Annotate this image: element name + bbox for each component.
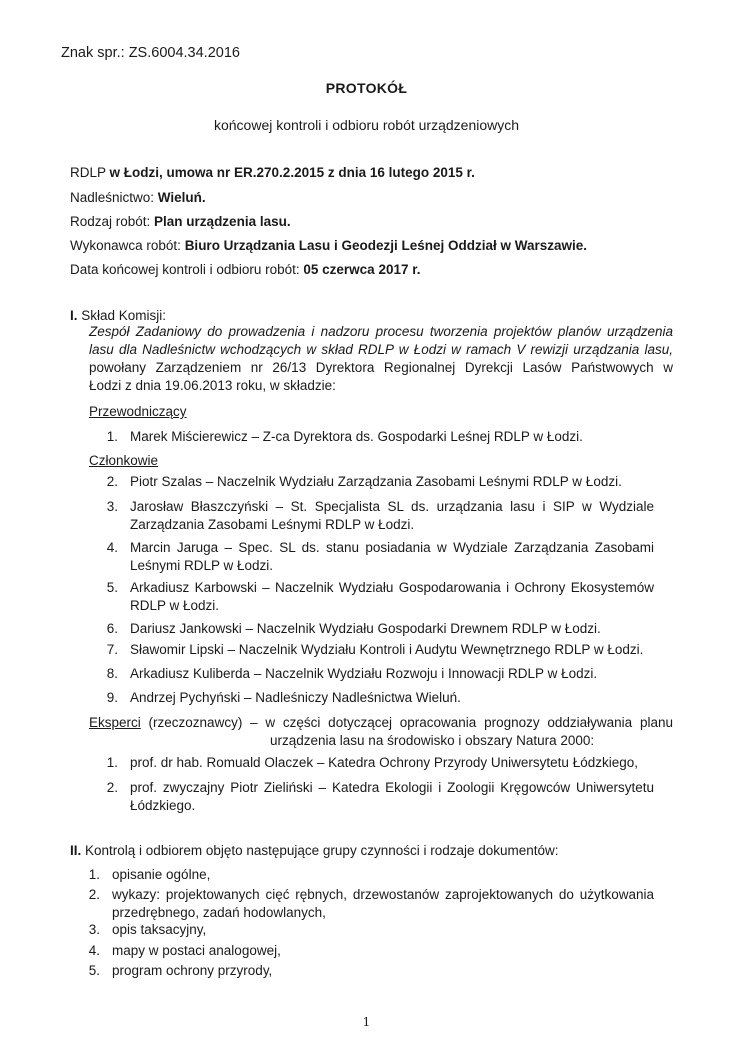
list-number: 4. [106,540,118,555]
info-contract-line [70,165,475,180]
info-forest-district-label: Nadleśnictwo: [70,190,158,205]
list-item-text [112,866,654,884]
list-number: 1. [106,429,118,444]
list-item-text [130,689,654,707]
info-contractor-label: Wykonawca robót: [70,238,185,253]
list-item-line: Marcin Jaruga – Spec. SL ds. stanu posiadania w Wydziale Zarządzania Zasobami [130,540,654,555]
list-number: 4. [88,943,100,958]
commission-intro-line: Zespół Zadaniowy do prowadzenia i nadzoru procesu tworzenia projektów planów urządzenia [89,324,673,339]
list-item-line: Leśnymi RDLP w Łodzi. [130,558,274,573]
list-item-text [112,942,654,960]
list-item-line: Łódzkiego. [130,798,196,813]
list-item-line: Dariusz Jankowski – Naczelnik Wydziału Gospodarki Drewnem RDLP w Łodzi. [130,621,601,636]
list-number: 8. [106,666,118,681]
info-forest-district-value: Wieluń. [157,190,206,205]
commission-intro-line: lasu dla Nadleśnictw wchodzących w skład RDLP w Łodzi w ramach V rewizji urządzania lasu, [89,342,673,357]
list-item-line: opisanie ogólne, [112,867,211,882]
list-item-text [112,921,654,939]
info-contract-value: w Łodzi, umowa nr ER.270.2.2015 z dnia 16 lutego 2015 r. [109,165,475,180]
commission-intro [89,323,673,395]
commission-intro-line: Łodzi z dnia 19.06.2013 roku, w składzie: [89,378,336,393]
list-number: 9. [106,690,118,705]
info-forest-district-line [70,190,206,205]
info-date-label: Data końcowej kontroli i odbioru robót: [70,262,304,277]
list-number: 2. [106,780,118,795]
list-item-line: Andrzej Pychyński – Nadleśniczy Nadleśnictwa Wieluń. [130,690,461,705]
list-number: 5. [88,963,100,978]
experts-intro-line: (rzeczoznawcy) – w części dotyczącej opracowania prognozy oddziaływania planu [140,715,673,730]
commission-intro-line: powołany Zarządzeniem nr 26/13 Dyrektora Regionalnej Dyrekcji Lasów Państwowych w [89,360,673,375]
list-number: 3. [88,922,100,937]
list-item-line: Jarosław Błaszczyński – St. Specjalista SL ds. urządzania lasu i SIP w Wydziale [130,499,654,514]
info-work-type-line [70,214,291,229]
list-item-line: Piotr Szalas – Naczelnik Wydziału Zarządzania Zasobami Leśnymi RDLP w Łodzi. [130,474,622,489]
info-date-line [70,262,421,277]
list-number: 5. [106,580,118,595]
list-item-line: prof. dr hab. Romuald Olaczek – Katedra Ochrony Przyrody Uniwersytetu Łódzkiego, [130,755,638,770]
list-item-line: program ochrony przyrody, [112,963,273,978]
list-item-text [130,779,654,815]
list-item-text [130,665,654,683]
list-number: 6. [106,621,118,636]
section-2-heading-text: Kontrolą i odbiorem objęto następujące grupy czynności i rodzaje dokumentów: [81,843,559,858]
section-1-numeral: I. [70,308,78,323]
info-work-type-value: Plan urządzenia lasu. [154,214,291,229]
list-item-text [130,473,654,491]
list-item-line: przedrębnego, zadań hodowlanych, [112,905,326,920]
list-number: 2. [88,887,100,902]
info-rdlp-label: RDLP [70,165,110,180]
list-item-line: Arkadiusz Karbowski – Naczelnik Wydziału Gospodarowania i Ochrony Ekosystemów [130,580,654,595]
chair-heading: Przewodniczący [89,404,187,419]
section-1-heading [70,308,166,323]
list-item-line: opis taksacyjny, [112,922,207,937]
list-item-text [130,579,654,615]
page-number: 1 [362,1015,371,1029]
list-number: 2. [106,474,118,489]
list-number: 3. [106,499,118,514]
list-item-text [130,539,654,575]
list-item-text [130,620,654,638]
chair-text: Marek Miścierewicz – Z-ca Dyrektora ds. Gospodarki Leśnej RDLP w Łodzi. [130,429,583,444]
list-item-text [112,886,654,922]
document-title: PROTOKÓŁ [325,80,408,96]
list-item-line: RDLP w Łodzi. [130,598,220,613]
section-1-heading-text: Skład Komisji: [77,308,167,323]
list-item-line: Zarządzania Zasobami Leśnymi RDLP w Łodzi. [130,517,415,532]
list-item-text [130,498,654,534]
list-number: 1. [88,867,100,882]
list-number: 7. [106,642,118,657]
members-heading: Członkowie [89,453,159,468]
list-item-line: Arkadiusz Kuliberda – Naczelnik Wydziału Rozwoju i Innowacji RDLP w Łodzi. [130,666,598,681]
section-2-numeral: II. [70,843,82,858]
info-contractor-line [70,238,587,253]
info-work-type-label: Rodzaj robót: [70,214,155,229]
info-contractor-value: Biuro Urządzania Lasu i Geodezji Leśnej Oddział w Warszawie. [184,238,588,253]
list-item-line: wykazy: projektowanych cięć rębnych, drzewostanów zaprojektowanych do użytkowania [112,887,654,902]
info-date-value: 05 czerwca 2017 r. [303,262,421,277]
experts-intro [89,714,673,750]
experts-heading: Eksperci [89,715,141,730]
case-signature: Znak spr.: ZS.6004.34.2016 [61,45,240,61]
document-subtitle: końcowej kontroli i odbioru robót urządzeniowych [213,117,520,133]
list-item-text [130,641,654,659]
list-item-line: prof. zwyczajny Piotr Zieliński – Katedra Ekologii i Zoologii Kręgowców Uniwersytetu [130,780,654,795]
experts-intro-line: urządzenia lasu na środowisko i obszary Natura 2000: [270,733,595,748]
list-item-text [130,754,654,772]
list-number: 1. [106,755,118,770]
section-2-heading [70,843,559,858]
list-item-text [112,962,654,980]
list-item-line: Sławomir Lipski – Naczelnik Wydziału Kontroli i Audytu Wewnętrznego RDLP w Łodzi. [130,642,644,657]
list-item-line: mapy w postaci analogowej, [112,943,281,958]
